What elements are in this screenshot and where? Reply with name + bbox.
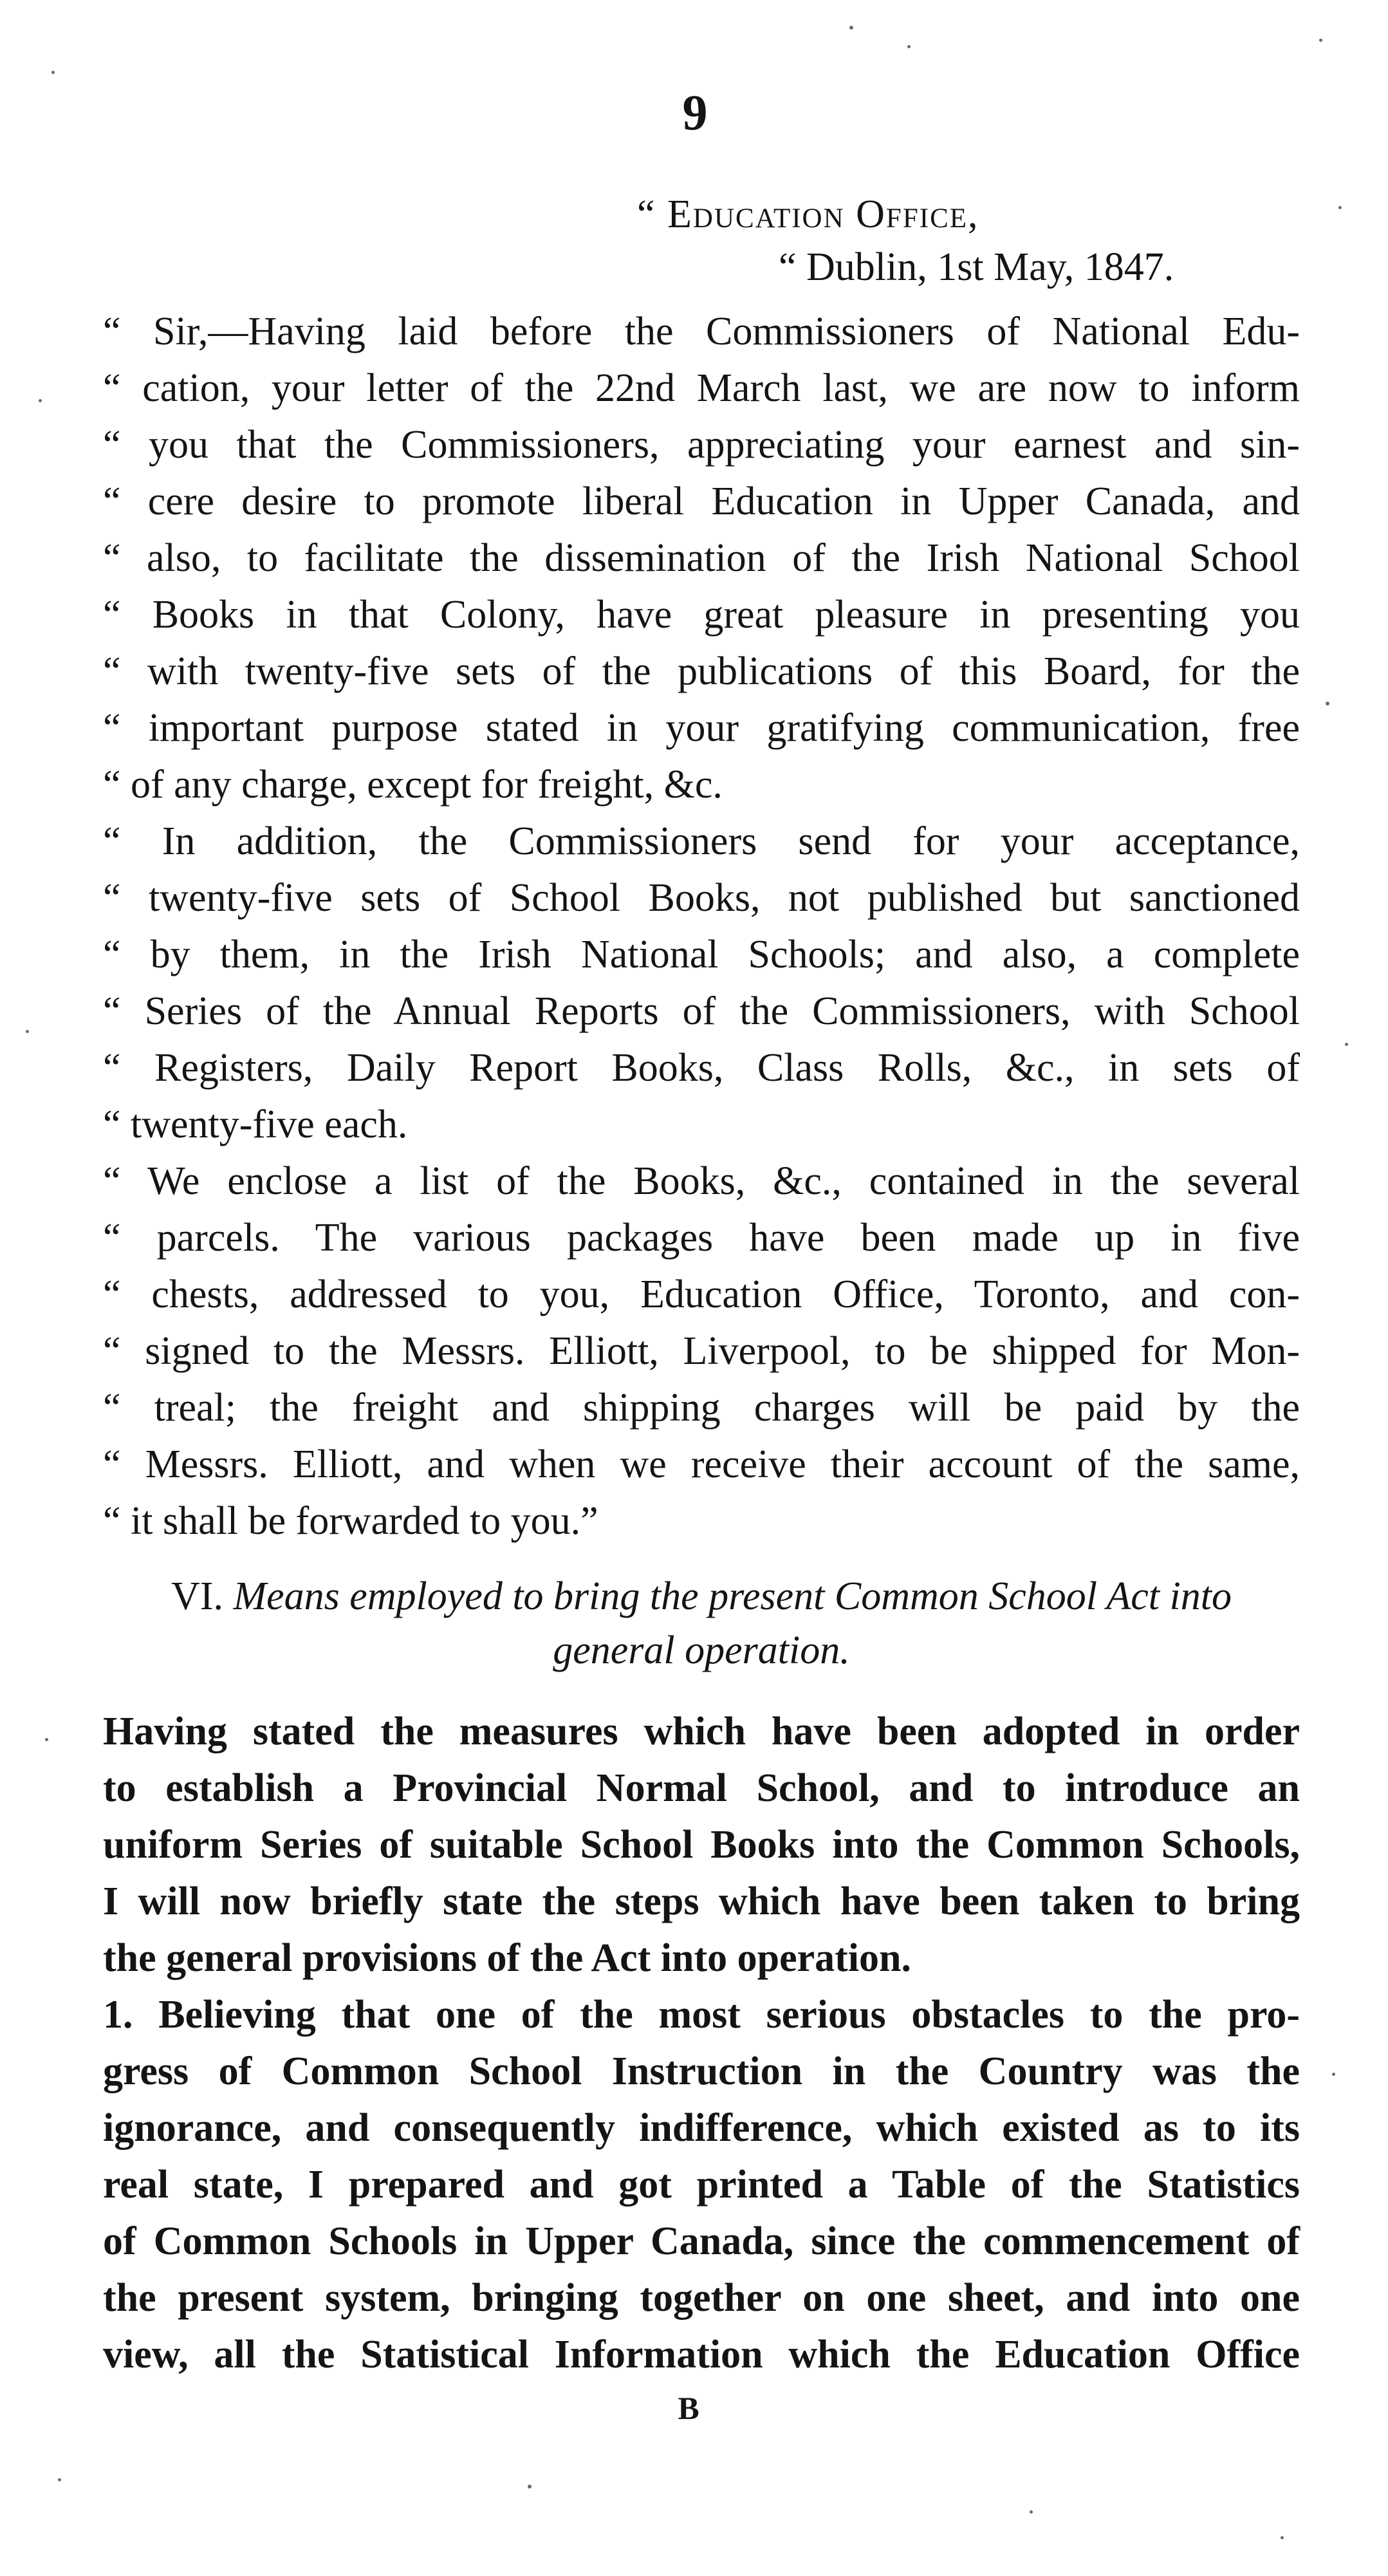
section-heading-line-2 [103, 1625, 1300, 1676]
scan-speck [1326, 702, 1329, 705]
text-line: “ twenty-five each. [103, 1103, 408, 1146]
text-line: “ treal; the freight and shipping charges will be paid by the [103, 1386, 1300, 1430]
printer-signature-mark: B [678, 2390, 699, 2426]
text-line: the present system, bringing together on one sheet, and into one [103, 2276, 1300, 2320]
text-line: “ twenty-five sets of School Books, not published but sanctioned [103, 876, 1300, 920]
section-numeral: VI. [171, 1574, 223, 1618]
text-line: “ it shall be forwarded to you.” [103, 1499, 598, 1543]
text-line: “ cation, your letter of the 22nd March last, we are now to inform [103, 366, 1300, 410]
text-line: “ you that the Commissioners, appreciating your earnest and sin- [103, 423, 1300, 467]
scan-speck [1319, 39, 1322, 42]
text-line: 1. Believing that one of the most serious obstacles to the pro- [103, 1993, 1300, 2037]
scan-speck [849, 26, 853, 30]
section-title-part-1: Means employed to bring the present Common School Act into [233, 1574, 1232, 1618]
text-line: “ important purpose stated in your gratifying communication, free [103, 706, 1300, 750]
text-line: “ In addition, the Commissioners send for your acceptance, [103, 819, 1300, 863]
text-line: of Common Schools in Upper Canada, since the commencement of [103, 2219, 1300, 2263]
text-line: “ parcels. The various packages have been made up in five [103, 1216, 1300, 1260]
text-line: “ Books in that Colony, have great pleasure in presenting you [103, 593, 1300, 637]
text-line: “ signed to the Messrs. Elliott, Liverpool, to be shipped for Mon- [103, 1329, 1300, 1373]
scan-speck [907, 45, 911, 48]
text-line: I will now briefly state the steps which have been taken to bring [103, 1880, 1300, 1923]
text-line: Having stated the measures which have been adopted in order [103, 1710, 1300, 1753]
text-line: real state, I prepared and got printed a Table of the Statistics [103, 2163, 1300, 2207]
letter-office-text: “ Education Office, [637, 192, 979, 236]
scan-speck [1345, 1043, 1348, 1046]
text-line: “ also, to facilitate the dissemination of the Irish National School [103, 536, 1300, 580]
section-heading-line-1 [103, 1571, 1300, 1622]
scan-speck [1338, 206, 1342, 209]
text-line: “ Series of the Annual Reports of the Commissioners, with School [103, 989, 1300, 1033]
text-line: “ chests, addressed to you, Education Office, Toronto, and con- [103, 1273, 1300, 1316]
letter-place-date: “ Dublin, 1st May, 1847. [779, 245, 1174, 289]
text-line: uniform Series of suitable School Books into the Common Schools, [103, 1823, 1300, 1867]
scan-speck [1332, 2073, 1335, 2076]
text-line: gress of Common School Instruction in the Country was the [103, 2049, 1300, 2093]
scan-speck [51, 71, 55, 74]
scan-speck [528, 2485, 532, 2488]
text-line: “ of any charge, except for freight, &c. [103, 763, 723, 807]
text-line: ignorance, and consequently indifference, which existed as to its [103, 2106, 1300, 2150]
scan-speck [39, 399, 42, 402]
text-line: “ We enclose a list of the Books, &c., contained in the several [103, 1159, 1300, 1203]
text-line: “ cere desire to promote liberal Education in Upper Canada, and [103, 480, 1300, 523]
text-line: the general provisions of the Act into operation. [103, 1936, 912, 1980]
scan-speck [1030, 2510, 1033, 2514]
letter-office-heading [637, 192, 979, 237]
text-line: “ with twenty-five sets of the publications of this Board, for the [103, 649, 1300, 693]
text-line: “ Registers, Daily Report Books, Class Rolls, &c., in sets of [103, 1046, 1300, 1090]
text-line: “ Sir,—Having laid before the Commissioners of National Edu- [103, 310, 1300, 353]
text-line: to establish a Provincial Normal School, and to introduce an [103, 1766, 1300, 1810]
scan-speck [45, 1738, 48, 1741]
scan-speck [58, 2478, 61, 2481]
text-line: “ by them, in the Irish National Schools; and also, a complete [103, 933, 1300, 976]
page-number: 9 [682, 84, 708, 140]
scan-speck [26, 1030, 29, 1033]
text-line: “ Messrs. Elliott, and when we receive their account of the same, [103, 1442, 1300, 1486]
text-line: view, all the Statistical Information which the Education Office [103, 2333, 1300, 2376]
section-title-part-2: general operation. [553, 1629, 850, 1672]
scan-speck [1281, 2536, 1284, 2539]
